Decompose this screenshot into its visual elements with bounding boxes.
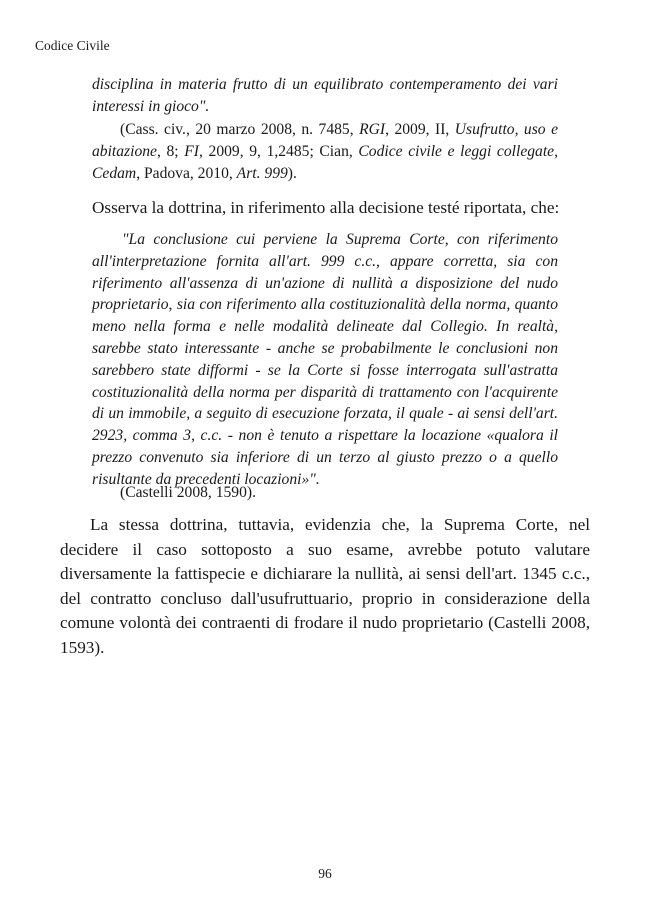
page-number: 96 [318,866,332,881]
citation-text: , Padova, 2010, [136,165,237,182]
paragraph-osserva: Osserva la dottrina, in riferimento alla decisione testé riportata, che: [92,198,560,217]
citation-title-usufrutto: Usufrutto, uso e abitazione [92,121,558,160]
quote-continuation: disciplina in materia frutto di un equilibrato contemperamento dei vari interessi in gioco". [92,76,558,115]
citation-text: , 2009, 9, 1,2485; Cian, [199,143,359,160]
citation-title-codice: Codice civile e leggi collegate, Cedam [92,143,558,182]
citation-journal-fi: FI [184,143,199,160]
paragraph-main: La stessa dottrina, tuttavia, evidenzia che, la Suprema Corte, nel decidere il caso sottoposto a suo esame, avrebbe potuto valutare diversamente la fattispecie e dichiarare la nullità, ai sensi dell'art. 1345 c.c., del contratto concluso dall'usufruttuario, proprio in considerazione della comune volontà dei contraenti di frodare il nudo proprietario (Castelli 2008, 1593). [60,515,590,657]
citation-text: (Cass. civ., 20 marzo 2008, n. 7485, [120,121,360,138]
citation-journal-rgi: RGI [359,121,386,138]
doctrine-quote: "La conclusione cui perviene la Suprema Corte, con riferimento all'interpretazione fornita all'art. 999 c.c., appare corretta, sia con riferimento all'assenza di un'azione di nullità a disposizione del nudo proprietario, sia con riferimento alla costituzionalità della norma, quanto meno nella forma e nelle modalità delineate dal Collegio. In realtà, sarebbe stato interessante - anche se probabilmente le conclusioni non sarebbero state difformi - se la Corte si fosse interrogata sull'astratta costituzionalità della norma per disparità di trattamento con l'acquirente di un immobile, a seguito di esecuzione forzata, il quale - ai sensi dell'art. 2923, comma 3, c.c. - non è tenuto a rispettare la locazione «qualora il prezzo convenuto sia inferiore di un terzo al giusto prezzo o a quello risultante da precedenti locazioni»". [92,231,558,488]
citation-text: ). [287,165,297,182]
citation-article: Art. 999 [236,165,288,182]
citation-text: , 8; [156,143,185,160]
running-header: Codice Civile [35,38,110,53]
citation-castelli: (Castelli 2008, 1590). [120,484,256,501]
citation-cassazione [92,119,558,185]
citation-text: , 2009, II, [385,121,455,138]
